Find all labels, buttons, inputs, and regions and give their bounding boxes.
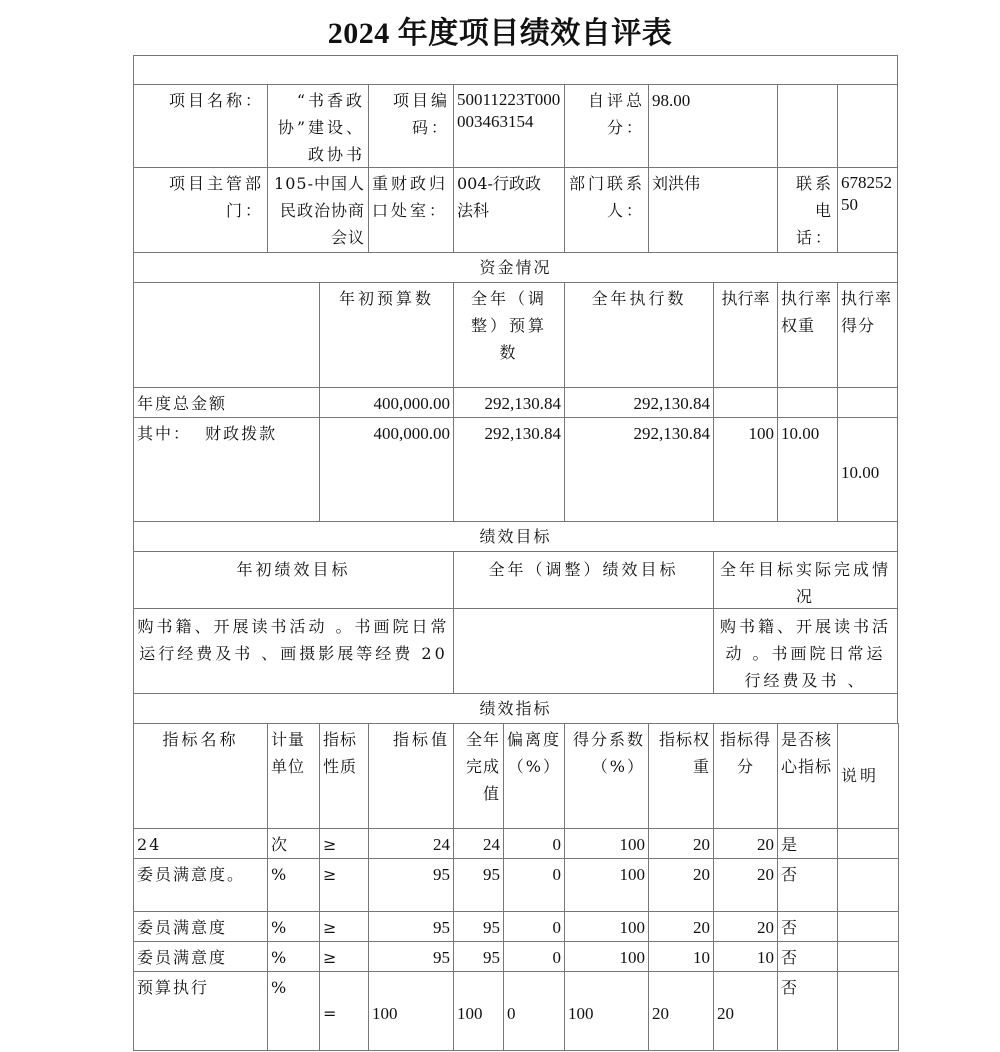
indicator-header-deviation: 偏离度（%） xyxy=(503,723,565,829)
funds-row-label: 年度总金额 xyxy=(133,387,320,418)
dept-value: 105-中国人民政治协商会议 xyxy=(267,167,369,253)
indicator-row-note xyxy=(837,971,899,1051)
indicator-row-score: 20 xyxy=(713,911,778,942)
project-name-value: “书香政协”建设、政协书 xyxy=(267,84,369,168)
indicator-row-score: 10 xyxy=(713,941,778,972)
indicator-row-coef: 100 xyxy=(564,941,649,972)
indicator-row-core: 否 xyxy=(777,941,838,972)
funds-row-adjusted: 292,130.84 xyxy=(453,387,565,418)
goals-initial-text: 购书籍、开展读书活动 。书画院日常运行经费及书 、画摄影展等经费 20 xyxy=(133,608,454,694)
funds-header-weight: 执行率权重 xyxy=(777,282,838,388)
goals-header-initial: 年初绩效目标 xyxy=(133,551,454,609)
indicator-row-deviation: 0 xyxy=(503,858,565,912)
indicator-row-core: 是 xyxy=(777,828,838,859)
indicator-row-name: 委员满意度 xyxy=(133,941,268,972)
goals-actual-text: 购书籍、开展读书活动 。书画院日常运行经费及书 、 xyxy=(713,608,898,694)
indicator-header-nature: 指标性质 xyxy=(319,723,369,829)
indicator-row-completed: 95 xyxy=(453,911,504,942)
funds-header-score: 执行率得分 xyxy=(837,282,898,388)
indicator-row-name: 委员满意度 xyxy=(133,911,268,942)
indicator-row-name: 预算执行 xyxy=(133,971,268,1051)
funds-row-weight: 10.00 xyxy=(777,417,838,522)
indicator-row-note xyxy=(837,828,899,859)
dept-label: 项目主管部门： xyxy=(133,167,268,253)
funds-row-weight xyxy=(777,387,838,418)
goals-section-title: 绩效目标 xyxy=(133,521,898,552)
indicator-row-score: 20 xyxy=(713,828,778,859)
indicator-row-coef: 100 xyxy=(564,971,649,1051)
goals-adjusted-text xyxy=(453,608,714,694)
funds-row-score: 10.00 xyxy=(837,417,898,522)
indicator-row-note xyxy=(837,941,899,972)
indicator-row-value: 95 xyxy=(368,858,454,912)
funds-row-initial: 400,000.00 xyxy=(319,387,454,418)
indicator-row-nature: = xyxy=(319,971,369,1051)
indicator-header-core: 是否核心指标 xyxy=(777,723,838,829)
indicator-row-completed: 100 xyxy=(453,971,504,1051)
indicator-row-weight: 20 xyxy=(648,971,714,1051)
funds-row-rate xyxy=(713,387,778,418)
funds-header-adjusted: 全年（调整）预算数 xyxy=(453,282,565,388)
indicator-row-completed: 24 xyxy=(453,828,504,859)
indicator-header-score: 指标得分 xyxy=(713,723,778,829)
indicator-header-value: 指标值 xyxy=(368,723,454,829)
indicator-row-coef: 100 xyxy=(564,911,649,942)
indicator-row-name: 24 xyxy=(133,828,268,859)
indicator-row-nature: ≥ xyxy=(319,941,369,972)
goals-header-actual: 全年目标实际完成情况 xyxy=(713,551,898,609)
goals-header-adjusted: 全年（调整）绩效目标 xyxy=(453,551,714,609)
indicator-row-completed: 95 xyxy=(453,941,504,972)
funds-row-initial: 400,000.00 xyxy=(319,417,454,522)
indicator-row-unit: % xyxy=(267,911,320,942)
funds-row-executed: 292,130.84 xyxy=(564,387,714,418)
page-title: 2024 年度项目绩效自评表 xyxy=(327,17,673,50)
office-value: 004-行政政法科 xyxy=(453,167,565,253)
indicator-row-score: 20 xyxy=(713,971,778,1051)
project-name-label: 项目名称： xyxy=(133,84,268,168)
indicator-row-weight: 10 xyxy=(648,941,714,972)
contact-label: 部门联系人： xyxy=(564,167,649,253)
indicator-row-nature: ≥ xyxy=(319,828,369,859)
funds-header-blank xyxy=(133,282,320,388)
funds-row-executed: 292,130.84 xyxy=(564,417,714,522)
indicator-row-coef: 100 xyxy=(564,858,649,912)
indicator-row-deviation: 0 xyxy=(503,941,565,972)
indicator-header-coef: 得分系数（%） xyxy=(564,723,649,829)
indicator-row-unit: % xyxy=(267,941,320,972)
phone-value: 67825250 xyxy=(837,167,898,253)
indicator-header-unit: 计量单位 xyxy=(267,723,320,829)
indicators-section-title: 绩效指标 xyxy=(133,693,898,724)
indicator-row-core: 否 xyxy=(777,911,838,942)
indicator-row-value: 95 xyxy=(368,941,454,972)
blank-cell xyxy=(777,84,838,168)
indicator-header-note: 说明 xyxy=(837,723,899,829)
office-label: 重财政归口处室： xyxy=(368,167,454,253)
indicator-header-name: 指标名称 xyxy=(133,723,268,829)
indicator-row-weight: 20 xyxy=(648,858,714,912)
indicator-row-coef: 100 xyxy=(564,828,649,859)
indicator-row-note xyxy=(837,858,899,912)
contact-value: 刘洪伟 xyxy=(648,167,778,253)
indicator-row-weight: 20 xyxy=(648,828,714,859)
blank-header-row xyxy=(133,55,898,85)
funds-row-score xyxy=(837,387,898,418)
funds-header-initial: 年初预算数 xyxy=(319,282,454,388)
self-score-label: 自评总分： xyxy=(564,84,649,168)
project-code-label: 项目编码： xyxy=(368,84,454,168)
indicator-row-core: 否 xyxy=(777,971,838,1051)
funds-row-rate: 100 xyxy=(713,417,778,522)
indicator-row-value: 100 xyxy=(368,971,454,1051)
phone-label: 联系电话： xyxy=(777,167,838,253)
indicator-row-deviation: 0 xyxy=(503,828,565,859)
indicator-row-score: 20 xyxy=(713,858,778,912)
project-code-value: 50011223T000003463154 xyxy=(453,84,565,168)
indicator-row-nature: ≥ xyxy=(319,858,369,912)
indicator-row-deviation: 0 xyxy=(503,971,565,1051)
indicator-header-weight: 指标权重 xyxy=(648,723,714,829)
indicator-row-name: 委员满意度。 xyxy=(133,858,268,912)
funds-header-executed: 全年执行数 xyxy=(564,282,714,388)
indicator-row-unit: % xyxy=(267,858,320,912)
indicator-row-value: 24 xyxy=(368,828,454,859)
indicator-row-note xyxy=(837,911,899,942)
indicator-row-unit: % xyxy=(267,971,320,1051)
indicator-row-completed: 95 xyxy=(453,858,504,912)
indicator-header-completed: 全年完成值 xyxy=(453,723,504,829)
indicator-row-nature: ≥ xyxy=(319,911,369,942)
indicator-row-weight: 20 xyxy=(648,911,714,942)
self-score-value: 98.00 xyxy=(648,84,778,168)
indicator-row-unit: 次 xyxy=(267,828,320,859)
indicator-row-deviation: 0 xyxy=(503,911,565,942)
funds-header-rate: 执行率 xyxy=(713,282,778,388)
funds-row-label: 其中： 财政拨款 xyxy=(133,417,320,522)
indicator-row-core: 否 xyxy=(777,858,838,912)
funds-section-title: 资金情况 xyxy=(133,252,898,283)
funds-row-adjusted: 292,130.84 xyxy=(453,417,565,522)
indicator-row-value: 95 xyxy=(368,911,454,942)
blank-cell xyxy=(837,84,898,168)
